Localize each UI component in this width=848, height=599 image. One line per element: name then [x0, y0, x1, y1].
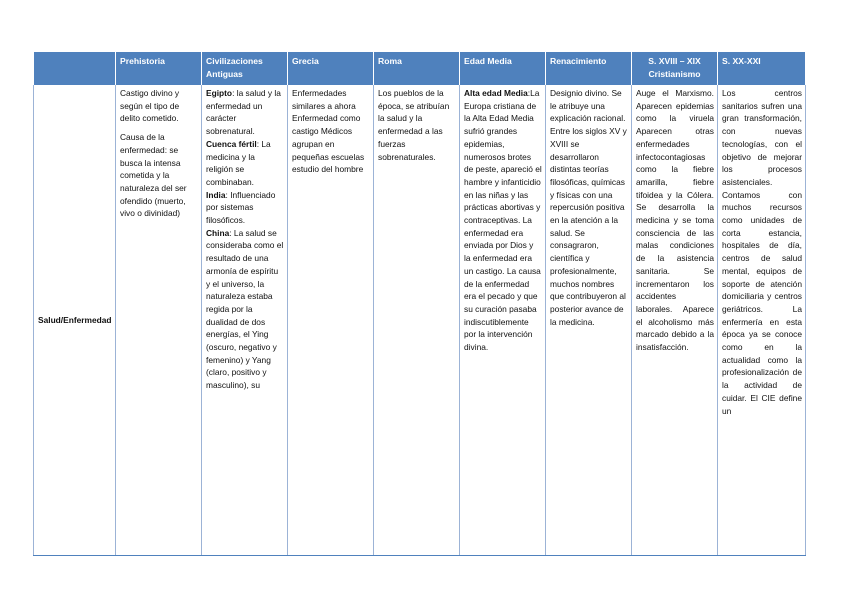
china-text: : La salud se consideraba como el resultado de una armonía de espíritu y el universo, la naturaleza estaba regida por la dualidad de dos energías, el Ying (oscuro, negativo y femenino) y Yang (claro, positivo y masculino), su	[206, 227, 284, 391]
india-text: : Influenciado por sistemas filosóficos.	[206, 189, 276, 226]
header-edad-media: Edad Media	[460, 52, 546, 85]
header-roma: Roma	[374, 52, 460, 85]
cell-s18-19: Auge el Marxismo. Aparecen epidemias como la viruela Aparecen otras enfermedades infectocontagiosas como la fiebre amarilla, fiebre tifoidea y la Cólera. Se desarrolla la medicina y se toma consciencia de las malas condiciones de la asistencia sanitaria. Se incrementaron los accidentes laborales. Aparece el alcoholismo más marcado debido a la insatisfacción.	[632, 85, 718, 556]
cell-grecia: Enfermedades similares a ahora Enfermedad como castigo Médicos agrupan en pequeñas escuelas estudio del hombre	[288, 85, 374, 556]
header-grecia: Grecia	[288, 52, 374, 85]
cuenca-label: Cuenca fértil	[206, 138, 257, 149]
india-paragraph	[206, 189, 284, 227]
header-row	[34, 52, 806, 85]
edad-media-text: :La Europa cristiana de la Alta Edad Media sufrió grandes epidemias, numerosos brotes de peste, apareció el hambre y infanticidio en las niñas y las prácticas abortivas y contraceptivas. La enfermedad era enviada por Dios y la enfermedad era un castigo. La causa de la enfermedad era el pecado y que su curación pasaba indiscutiblemente por la intervención divina.	[464, 88, 542, 353]
history-table	[33, 52, 806, 556]
cuenca-text: : La medicina y la religión se combinaban.	[206, 138, 271, 187]
header-civilizaciones: Civilizaciones Antiguas	[202, 52, 288, 85]
cell-civilizaciones	[202, 85, 288, 556]
egipto-paragraph	[206, 87, 284, 138]
edad-media-label: Alta edad Media	[464, 88, 528, 98]
cell-edad-media	[460, 85, 546, 556]
prehistoria-text-1: Castigo divino y según el tipo de delito cometido.	[120, 88, 180, 124]
header-empty	[34, 52, 116, 85]
china-paragraph	[206, 227, 284, 392]
header-renacimiento: Renacimiento	[546, 52, 632, 85]
header-s18-19: S. XVIII – XIX Cristianismo	[632, 52, 718, 85]
header-prehistoria: Prehistoria	[116, 52, 202, 85]
cuenca-paragraph	[206, 138, 284, 189]
cell-prehistoria	[116, 85, 202, 556]
china-label: China	[206, 227, 230, 238]
row-label: Salud/Enfermedad	[34, 85, 116, 556]
cell-roma: Los pueblos de la época, se atribuían la salud y la enfermedad a las fuerzas sobrenaturales.	[374, 85, 460, 556]
prehistoria-text-2: Causa de la enfermedad: se busca la intensa cometida y la naturaleza del ser ofendido (muerto, vivo o divinidad)	[120, 132, 187, 219]
cell-s20-21: Los centros sanitarios sufren una gran transformación, con nuevas tecnologías, con el objetivo de mejorar los procesos asistenciales. Contamos con muchos recursos como unidades de corta estancia, hospitales de día, centros de salud mental, equipos de soporte de atención domiciliaria y centros geriátricos. La enfermería en esta época ya se conoce como en la actualidad como la profesionalización de la actividad de cuidar. El CIE define un	[718, 85, 806, 556]
egipto-text: : la salud y la enfermedad un carácter sobrenatural.	[206, 88, 281, 137]
egipto-label: Egipto	[206, 88, 233, 98]
header-s20-21: S. XX-XXI	[718, 52, 806, 85]
table-row	[34, 85, 806, 556]
india-label: India	[206, 189, 226, 200]
cell-renacimiento: Designio divino. Se le atribuye una explicación racional. Entre los siglos XV y XVIII se desarrollaron distintas teorías filosóficas, químicas y físicas con una repercusión positiva en la atención a la salud. Se consagraron, científica y profesionalmente, muchos nombres que contribuyeron al posterior avance de la medicina.	[546, 85, 632, 556]
